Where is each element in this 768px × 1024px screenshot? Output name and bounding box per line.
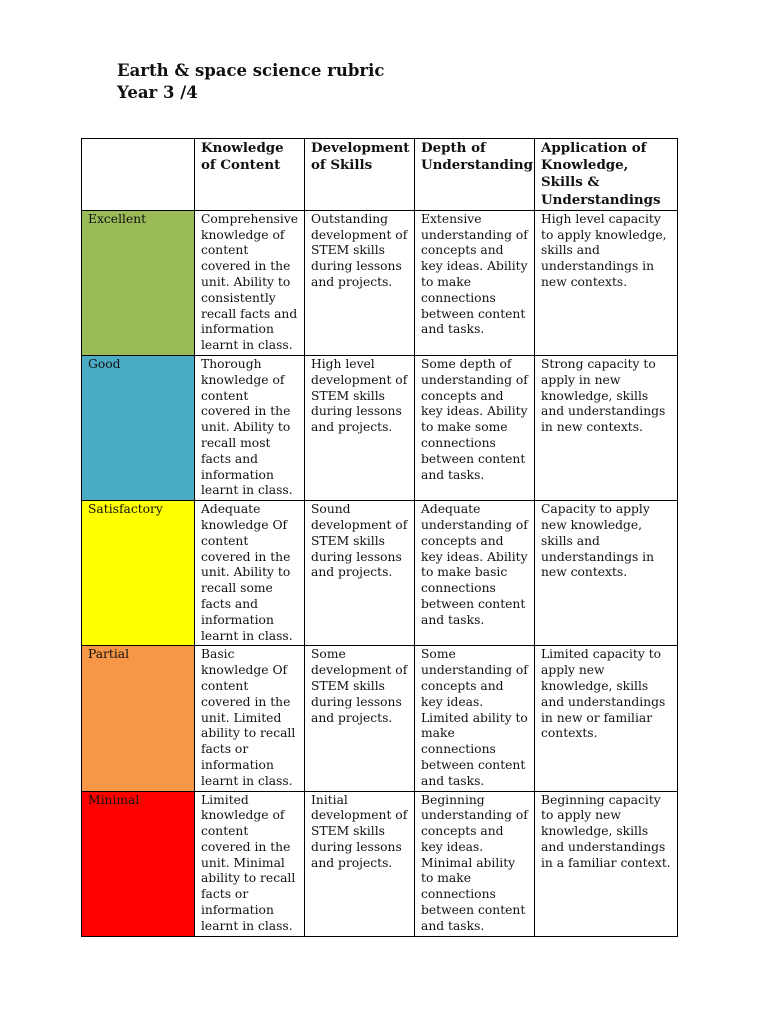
header-application: Application of Knowledge, Skills & Understandings: [535, 139, 678, 211]
cell-understanding: Extensive understanding of concepts and key ideas. Ability to make connections between content and tasks.: [415, 210, 535, 355]
cell-knowledge: Basic knowledge Of content covered in the unit. Limited ability to recall facts or information learnt in class.: [195, 646, 305, 791]
level-cell-satisfactory: Satisfactory: [82, 501, 195, 646]
header-development-of-skills: Development of Skills: [305, 139, 415, 211]
cell-understanding: Adequate understanding of concepts and key ideas. Ability to make basic connections between content and tasks.: [415, 501, 535, 646]
cell-understanding: Beginning understanding of concepts and key ideas. Minimal ability to make connections between content and tasks.: [415, 791, 535, 936]
cell-application: Capacity to apply new knowledge, skills and understandings in new contexts.: [535, 501, 678, 646]
header-corner-cell: [82, 139, 195, 211]
rubric-table: [81, 138, 678, 937]
cell-skills: Outstanding development of STEM skills during lessons and projects.: [305, 210, 415, 355]
title-line-2: Year 3 /4: [117, 83, 198, 102]
cell-skills: Some development of STEM skills during lessons and projects.: [305, 646, 415, 791]
level-cell-partial: Partial: [82, 646, 195, 791]
cell-skills: Initial development of STEM skills during lessons and projects.: [305, 791, 415, 936]
cell-application: Limited capacity to apply new knowledge, skills and understandings in new or familiar contexts.: [535, 646, 678, 791]
header-row: [82, 139, 678, 211]
cell-understanding: Some depth of understanding of concepts and key ideas. Ability to make some connections between content and tasks.: [415, 355, 535, 500]
document-title: [117, 60, 384, 104]
cell-knowledge: Limited knowledge of content covered in the unit. Minimal ability to recall facts or information learnt in class.: [195, 791, 305, 936]
header-knowledge-of-content: Knowledge of Content: [195, 139, 305, 211]
title-line-1: Earth & space science rubric: [117, 61, 385, 80]
header-depth-of-understanding: Depth of Understanding: [415, 139, 535, 211]
cell-knowledge: Adequate knowledge Of content covered in the unit. Ability to recall some facts and information learnt in class.: [195, 501, 305, 646]
cell-application: High level capacity to apply knowledge, skills and understandings in new contexts.: [535, 210, 678, 355]
table-row: [82, 501, 678, 646]
table-row: [82, 355, 678, 500]
cell-skills: High level development of STEM skills during lessons and projects.: [305, 355, 415, 500]
level-cell-good: Good: [82, 355, 195, 500]
table-row: [82, 791, 678, 936]
level-cell-excellent: Excellent: [82, 210, 195, 355]
cell-understanding: Some understanding of concepts and key ideas. Limited ability to make connections between content and tasks.: [415, 646, 535, 791]
cell-application: Strong capacity to apply in new knowledge, skills and understandings in new contexts.: [535, 355, 678, 500]
table-row: [82, 646, 678, 791]
cell-skills: Sound development of STEM skills during lessons and projects.: [305, 501, 415, 646]
cell-knowledge: Comprehensive knowledge of content covered in the unit. Ability to consistently recall facts and information learnt in class.: [195, 210, 305, 355]
level-cell-minimal: Minimal: [82, 791, 195, 936]
cell-knowledge: Thorough knowledge of content covered in the unit. Ability to recall most facts and information learnt in class.: [195, 355, 305, 500]
table-row: [82, 210, 678, 355]
cell-application: Beginning capacity to apply new knowledge, skills and understandings in a familiar context.: [535, 791, 678, 936]
